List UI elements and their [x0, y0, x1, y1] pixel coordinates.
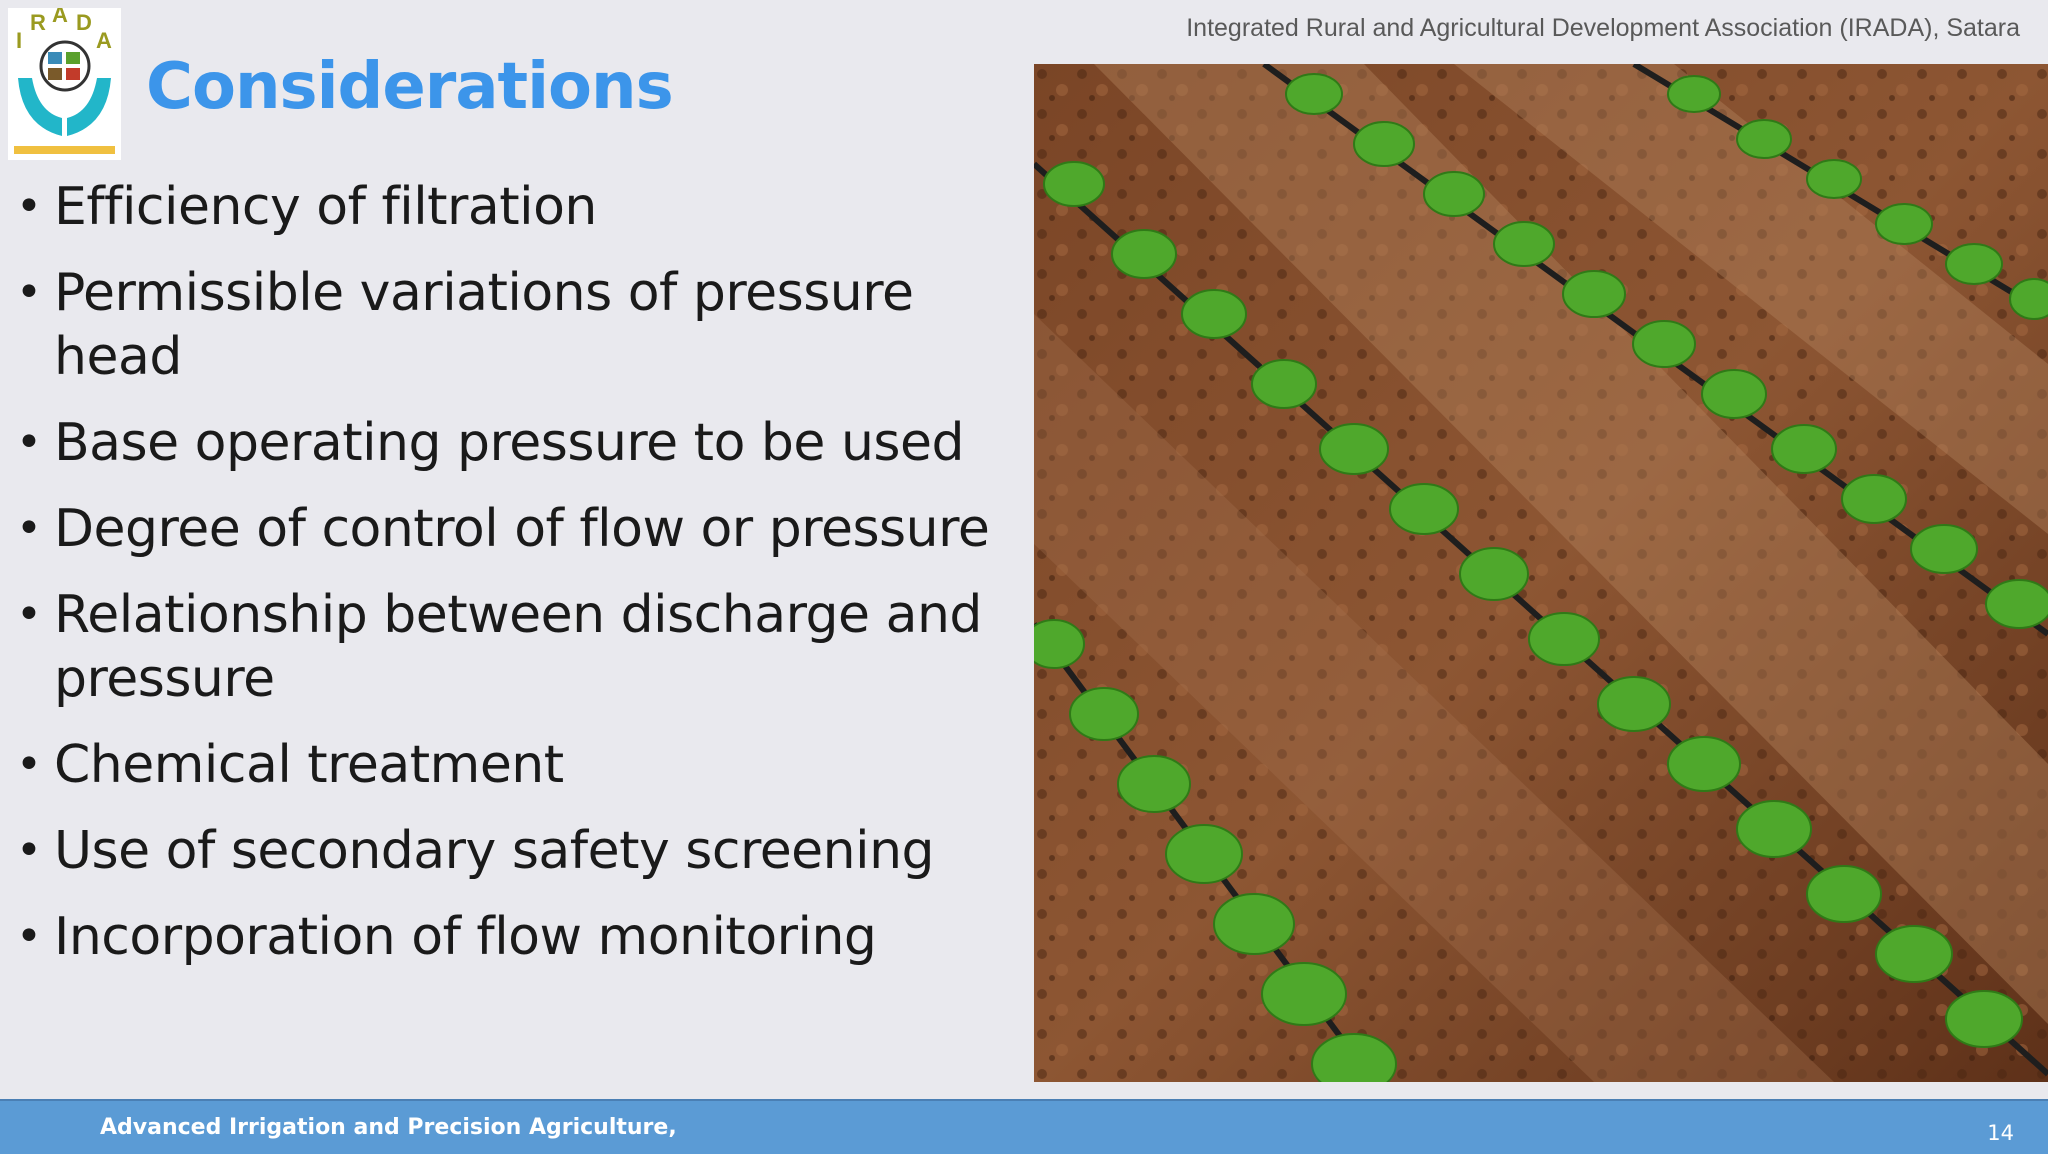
svg-text:A: A [96, 28, 112, 53]
page-number: 14 [1987, 1121, 2014, 1145]
svg-text:R: R [30, 10, 46, 35]
course-title: Advanced Irrigation and Precision Agriculture, [100, 1115, 677, 1140]
organization-header: Integrated Rural and Agricultural Development Association (IRADA), Satara [1186, 14, 2020, 42]
list-item-text: Efficiency of filtration [54, 177, 597, 237]
bullet-icon: • [16, 911, 42, 962]
list-item-text: Permissible variations of pressure head [54, 263, 914, 387]
list-item [12, 583, 1032, 711]
considerations-list [12, 175, 1032, 991]
bullet-icon: • [16, 589, 42, 640]
slide-title: Considerations [146, 50, 673, 124]
bullet-icon: • [16, 267, 42, 318]
list-item [12, 175, 1032, 239]
field-illustration [1034, 64, 2048, 1082]
footer-bar [0, 1099, 2048, 1154]
list-item-text: Base operating pressure to be used [54, 413, 964, 473]
list-item-text: Relationship between discharge and pressure [54, 585, 982, 709]
irada-logo-graphic [8, 8, 121, 160]
list-item [12, 411, 1032, 475]
list-item [12, 819, 1032, 883]
bullet-icon: • [16, 739, 42, 790]
bullet-icon: • [16, 825, 42, 876]
svg-text:A: A [52, 8, 68, 27]
bullet-icon: • [16, 181, 42, 232]
list-item-text: Incorporation of flow monitoring [54, 907, 877, 967]
drip-irrigation-photo [1034, 64, 2048, 1082]
list-item [12, 905, 1032, 969]
list-item [12, 733, 1032, 797]
irada-logo [8, 8, 121, 160]
list-item-text: Degree of control of flow or pressure [54, 499, 990, 559]
bullet-icon: • [16, 503, 42, 554]
list-item-text: Use of secondary safety screening [54, 821, 935, 881]
list-item [12, 497, 1032, 561]
list-item [12, 261, 1032, 389]
svg-text:D: D [76, 10, 92, 35]
bullet-icon: • [16, 417, 42, 468]
list-item-text: Chemical treatment [54, 735, 564, 795]
svg-text:I: I [16, 28, 23, 53]
